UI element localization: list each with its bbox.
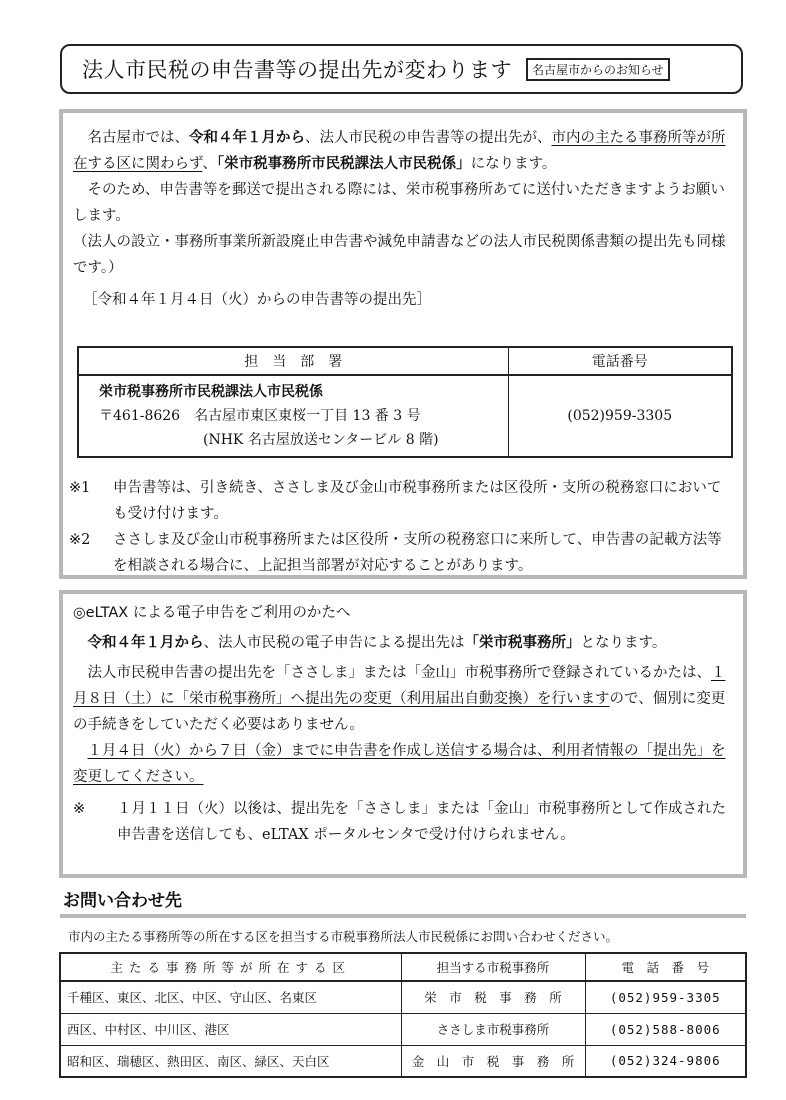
note-1 [69, 475, 735, 527]
emphasis-office: 「栄市税事務所」 [464, 634, 581, 651]
header-phone: 電 話 番 号 [585, 953, 746, 981]
section1-body [73, 125, 733, 313]
office-table-row [78, 375, 732, 457]
office-cell [78, 375, 508, 457]
note-text: ささしま及び金山市税事務所または区役所・支所の税務窓口に来所して、申告書の記載方法等を相談される場合に、上記担当部署が対応することがあります。 [113, 532, 722, 574]
eltax-heading: ◎eLTAX による電子申告をご利用のかたへ [73, 605, 351, 621]
header-wards: 主たる事務所等が所在する区 [60, 953, 401, 981]
note-text: １月１１日（火）以後は、提出先を「ささしま」または「金山」市税事務所として作成された申告書を送信しても、eLTAX ポータルセンタで受け付けられません。 [117, 801, 726, 843]
note-mark: ※ [73, 801, 86, 817]
notice-badge: 名古屋市からのお知らせ [526, 58, 670, 81]
text-span: となります。 [580, 635, 667, 651]
section2-paragraph-1 [73, 630, 733, 656]
title-box [60, 44, 743, 94]
phone-cell: (052)959-3305 [585, 981, 746, 1013]
section2-body [73, 600, 733, 848]
office-building: (NHK 名古屋放送センタービル 8 階) [203, 432, 439, 448]
office-cell: 栄 市 税 事 務 所 [401, 981, 585, 1013]
underlined-phrase: 市内の主たる事務所等が所在する区に関わらず [73, 130, 726, 172]
text-span: 、 [202, 156, 217, 172]
note-mark: ※1 [69, 480, 91, 496]
section1-paragraph-1 [73, 125, 733, 177]
contact-table [59, 952, 747, 1078]
office-table-header [78, 347, 732, 375]
contact-heading: お問い合わせ先 [63, 891, 182, 911]
wards-cell: 昭和区、瑞穂区、熱田区、南区、緑区、天白区 [60, 1045, 401, 1077]
header-phone: 電話番号 [508, 347, 732, 375]
underlined-phrase: １月８日（土）に「栄市税事務所」へ提出先の変更（利用届出自動変換）を行います [73, 665, 726, 707]
section1-paragraph-2: そのため、申告書等を郵送で提出される際には、栄市税事務所あてに送付いただきますようお願いします。 [73, 182, 725, 224]
phone-cell: (052)588-8006 [585, 1013, 746, 1045]
text-span: 、法人市民税の電子申告による提出先は [203, 635, 465, 651]
wards-cell: 千種区、東区、北区、中区、守山区、名東区 [60, 981, 401, 1013]
page-title: 法人市民税の申告書等の提出先が変わります [82, 58, 512, 82]
emphasis-date: 令和４年１月から [189, 129, 305, 146]
section2-paragraph-2 [73, 660, 733, 738]
table-row [60, 1045, 746, 1077]
eltax-panel [59, 590, 747, 878]
contact-table-header [60, 953, 746, 981]
office-cell: ささしま市税事務所 [401, 1013, 585, 1045]
phone-cell: (052)324-9806 [585, 1045, 746, 1077]
note-mark: ※2 [69, 532, 91, 548]
text-span: ので、個別に変更の手続きをしていただく必要はありません。 [73, 691, 726, 733]
section2-note [73, 796, 733, 848]
header-dept: 担 当 部 署 [78, 347, 508, 375]
contact-intro: 市内の主たる事務所等の所在する区を担当する市税事務所法人市民税係にお問い合わせください。 [68, 929, 619, 944]
table-row [60, 981, 746, 1013]
section1-paragraph-3: （法人の設立・事務所事業所新設廃止申告書や減免申請書などの法人市民税関係書類の提出先も同様です。） [73, 234, 726, 276]
emphasis-office: 「栄市税事務所市民税課法人市民税係」 [216, 155, 471, 172]
note-text: 申告書等は、引き続き、ささしま及び金山市税事務所または区役所・支所の税務窓口においても受け付けます。 [113, 480, 722, 522]
divider [60, 914, 746, 918]
wards-cell: 西区、中村区、中川区、港区 [60, 1013, 401, 1045]
note-2 [69, 527, 735, 579]
text-span: 法人市民税申告書の提出先を「ささしま」または「金山」市税事務所で登録されているかたは、 [87, 665, 711, 681]
office-table [77, 346, 733, 458]
table-row [60, 1013, 746, 1045]
text-span: になります。 [470, 156, 557, 172]
emphasis-date: 令和４年１月から [87, 634, 204, 651]
office-address: 〒461-8626 名古屋市東区東桜一丁目 13 番 3 号 [99, 408, 421, 424]
office-phone: (052)959-3305 [508, 375, 732, 457]
text-span: 名古屋市では、 [87, 130, 189, 146]
office-cell: 金 山 市 税 事 務 所 [401, 1045, 585, 1077]
header-office: 担当する市税事務所 [401, 953, 585, 981]
notes [69, 475, 735, 579]
office-name: 栄市税事務所市民税課法人市民税係 [99, 384, 323, 400]
submission-change-panel [59, 109, 747, 579]
text-span: 、法人市民税の申告書等の提出先が、 [305, 130, 552, 146]
section2-paragraph-3: １月４日（火）から７日（金）までに申告書を作成し送信する場合は、利用者情報の「提出先」を変更してください。 [73, 743, 726, 785]
table-heading: ［令和４年１月４日（火）からの申告書等の提出先］ [83, 292, 431, 308]
